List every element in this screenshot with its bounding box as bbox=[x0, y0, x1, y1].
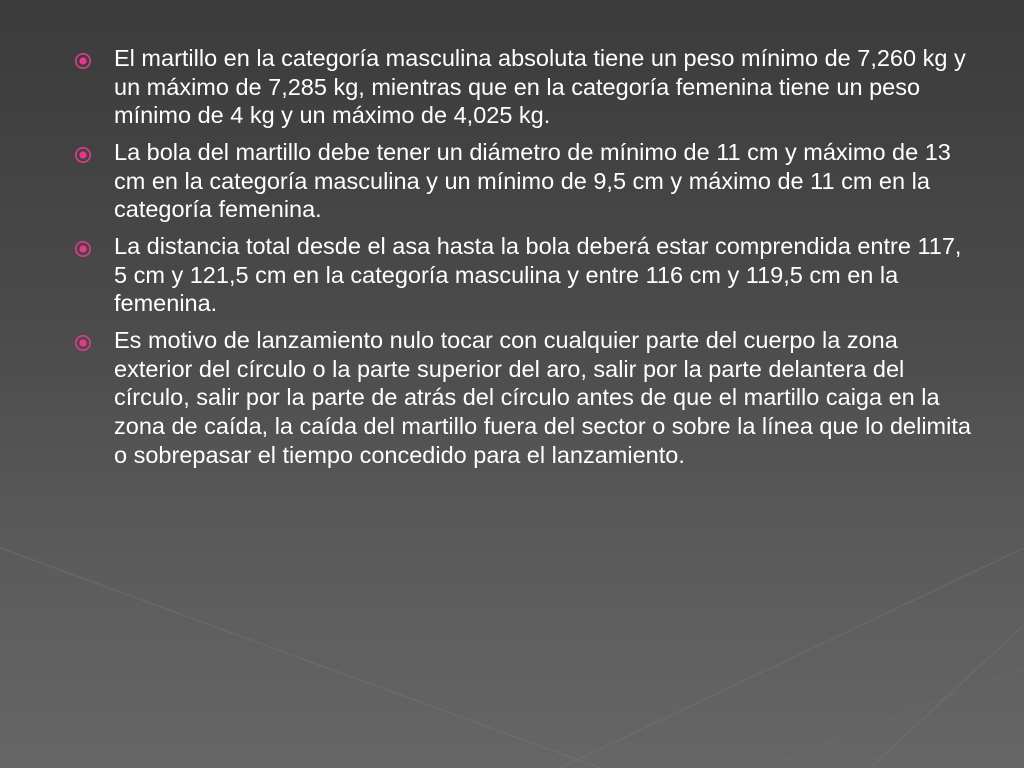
circled-dot-icon bbox=[74, 52, 92, 70]
bullet-text: El martillo en la categoría masculina absoluta tiene un peso mínimo de 7,260 kg y un máximo de 7,285 kg, mientras que en la categoría femenina tiene un peso mínimo de 4 kg y un máximo de 4,025 kg. bbox=[114, 45, 966, 129]
bullet-text: Es motivo de lanzamiento nulo tocar con cualquier parte del cuerpo la zona exterior del círculo o la parte superior del aro, salir por la parte delantera del círculo, salir por la parte de atrás del círculo antes de que el martillo caiga en la zona de caída, la caída del martillo fuera del sector o sobre la línea que lo delimita o sobrepasar el tiempo concedido para el lanzamiento. bbox=[114, 326, 971, 468]
circled-dot-icon bbox=[74, 240, 92, 258]
bullet-item bbox=[74, 44, 974, 130]
circled-dot-icon bbox=[74, 146, 92, 164]
bullet-text: La distancia total desde el asa hasta la bola deberá estar comprendida entre 117, 5 cm y 121,5 cm en la categoría masculina y entre 116 cm y 119,5 cm en la femenina. bbox=[114, 232, 962, 317]
bullet-item bbox=[74, 232, 974, 318]
bullet-text: La bola del martillo debe tener un diámetro de mínimo de 11 cm y máximo de 13 cm en la categoría masculina y un mínimo de 9,5 cm y máximo de 11 cm en la categoría femenina. bbox=[114, 138, 951, 223]
bullet-item bbox=[74, 138, 974, 224]
bullet-list bbox=[74, 44, 974, 477]
circled-dot-icon bbox=[74, 334, 92, 352]
bullet-item bbox=[74, 326, 974, 469]
